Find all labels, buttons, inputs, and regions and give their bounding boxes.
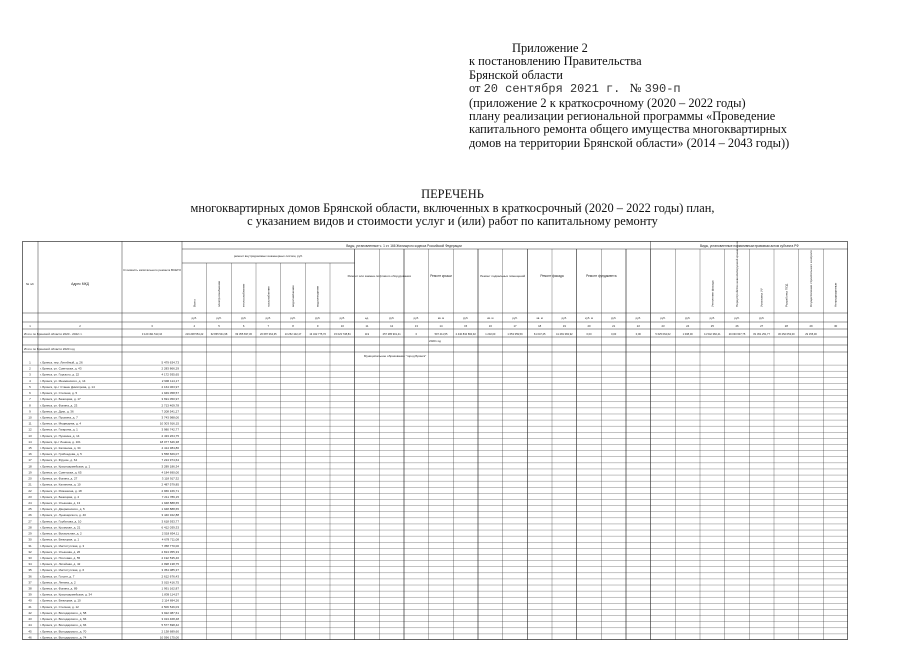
row-cost: 6 412 039,33 [161, 525, 179, 530]
subgroup-elevator: Ремонт или замена лифтового оборудования [347, 274, 411, 278]
row-cost: 18 077 646,38 [159, 439, 179, 444]
row-number: 15 [28, 446, 32, 451]
total-value: 5 625 064,62 [655, 333, 671, 336]
row-address: г. Брянск, ул. Пушкина, д. 14 [40, 433, 80, 438]
row-cost: 10 303 916,15 [159, 421, 179, 426]
title-subheading: с указанием видов и стоимости услуг и (или) работ по капитальному ремонту [247, 214, 658, 229]
unit-label: кв. м [536, 316, 543, 320]
row-cost: 7 208 541,27 [161, 409, 179, 414]
row-number: 41 [28, 604, 32, 609]
unit-label: руб. [758, 316, 765, 320]
row-address: г. Брянск, ул. Кромская, д. 21 [40, 525, 81, 530]
unit-label: кв. м [437, 316, 445, 320]
row-number: 7 [29, 397, 31, 402]
document-header [469, 42, 899, 150]
row-cost: 2 713 409,78 [161, 403, 179, 408]
row-number: 16 [28, 452, 32, 457]
row-address: г. Брянск, ул. Калинина, д. 10 [40, 482, 81, 487]
row-number: 28 [28, 525, 32, 530]
index-label: 10 [340, 324, 344, 328]
row-address: г. Брянск, ул. Володарского, д. 70 [40, 629, 87, 634]
col-number-header: № п/п [25, 282, 35, 286]
row-cost: 7 224 974,64 [161, 458, 179, 463]
row-cost: 3 013 468,48 [161, 617, 179, 622]
row-number: 29 [28, 531, 32, 536]
total-value: 11 542 360,41 [704, 333, 721, 336]
index-label: 25 [710, 324, 714, 328]
row-cost: 4 184 690,00 [161, 470, 179, 475]
number-value: 390-п [644, 82, 681, 97]
row-number: 11 [28, 421, 32, 426]
row-cost: 2 192 535,46 [161, 555, 179, 560]
header-line: Брянской области [469, 67, 563, 82]
row-address: г. Брянск, ул. Горбатова, д. 10 [40, 519, 82, 524]
document-title [0, 188, 905, 229]
unit-label: руб. [561, 316, 568, 320]
index-label: 22 [636, 324, 640, 328]
row-cost: 1 991 162,87 [161, 586, 179, 591]
row-address: г. Брянск, ул. Дзержинского, д. 5 [40, 507, 85, 512]
title-heading: ПЕРЕЧЕНЬ [421, 187, 484, 201]
row-cost: 1 949 058,57 [161, 391, 179, 396]
unit-label: руб. [684, 316, 691, 320]
unit-label: руб. [610, 316, 617, 320]
header-line: к постановлению Правительства [469, 54, 642, 69]
total-value: 29 030 607,75 [728, 333, 746, 336]
subgroup-engineering: ремонт внутридомовых инженерных систем, руб. [233, 254, 303, 258]
row-address: г. Брянск, ул. Калинина, д. 34 [40, 446, 81, 451]
row-number: 45 [28, 629, 32, 634]
row-cost: 2 518 854,11 [161, 531, 179, 536]
row-address: г. Брянск, ул. Медведева, д. 4 [40, 421, 82, 426]
subcolumn-header: Всего [192, 299, 197, 307]
unit-label: руб. [216, 316, 222, 320]
header-line: Приложение 2 [512, 41, 588, 55]
row-number: 30 [28, 537, 32, 542]
unit-label: руб. [734, 316, 740, 320]
municipality-label: Муниципальное образование "город Брянск" [363, 354, 427, 358]
total-value: 69 355 837,36 [235, 333, 252, 336]
row-number: 26 [28, 513, 32, 518]
right-column-header: Утепление фасада [710, 280, 715, 307]
row-number: 18 [28, 464, 32, 469]
total-value: 62 865 541,98 [210, 333, 228, 336]
index-label: 6 [242, 324, 245, 328]
repair-list-table [22, 241, 848, 640]
total-label: Итого по Брянской области 2020 - 2022 гг. [24, 332, 83, 336]
row-cost: 4 414 384,86 [161, 446, 179, 451]
row-cost: 10 596 175,00 [159, 635, 179, 640]
row-address: г. Брянск, ул. Фокина, д. 27 [40, 476, 78, 481]
total-value: 219 208 554,22 [185, 333, 204, 336]
row-address: г. Брянск, пр-т Ленина, д. 101 [40, 439, 81, 444]
total-value: 29 155,00 [805, 333, 817, 336]
row-address: г. Брянск, ул. Литейная, д. 42 [40, 562, 81, 567]
row-number: 46 [28, 635, 32, 640]
index-label: 16 [488, 324, 492, 328]
row-address: г. Брянск, ул. Бежицкая, д. 10 [40, 598, 81, 603]
unit-label: руб. [413, 316, 420, 320]
row-number: 10 [28, 415, 32, 420]
row-cost: 7 211 789,15 [161, 494, 179, 499]
index-label: 26 [735, 324, 739, 328]
unit-label: руб. [512, 316, 518, 320]
year-label: 2020 год [429, 339, 441, 343]
row-address: г. Брянск, ул. Горького, д. 22 [40, 372, 80, 377]
index-label: 4 [193, 324, 196, 328]
table-frame [23, 242, 848, 640]
date-value: 20 сентября 2021 г. [483, 82, 621, 97]
unit-label: руб. [191, 316, 198, 320]
right-column-header: Установка УУ [759, 288, 764, 307]
subgroup-foundation: Ремонт фундамента [586, 274, 617, 278]
right-column-header: Разработка ПСД [784, 283, 789, 307]
row-cost: 3 558 669,07 [161, 452, 179, 457]
unit-label: руб. [265, 316, 272, 320]
row-number: 32 [28, 549, 32, 554]
total-value: 13 432 775,76 [309, 333, 326, 336]
subgroup-facade: Ремонт фасада [540, 274, 564, 278]
row-number: 42 [28, 610, 32, 615]
row-cost: 2 283 866,29 [161, 366, 179, 371]
row-address: г. Брянск, ул. Институтская, д. 3 [40, 543, 85, 548]
row-cost: 4 678 711,08 [161, 537, 179, 542]
row-number: 44 [28, 623, 32, 628]
index-label: 14 [439, 324, 443, 328]
row-number: 6 [29, 391, 31, 396]
index-label: 11 [365, 324, 369, 328]
number-prefix: № [629, 81, 642, 96]
row-address: г. Брянск, ул. Советская, д. 65 [40, 470, 82, 475]
index-label: 21 [612, 324, 616, 328]
row-address: г. Брянск, ул. Бежицкая, д. 17 [40, 397, 81, 402]
index-label: 5 [218, 324, 220, 328]
index-label: 23 [661, 324, 665, 328]
row-cost: 2 996 114,17 [161, 378, 179, 383]
row-number: 19 [28, 470, 32, 475]
row-cost: 3 440 322,88 [161, 513, 179, 518]
row-address: г. Брянск, ул. Бежицкая, д. 1 [40, 537, 80, 542]
row-cost: 3 015 416,75 [161, 580, 179, 585]
header-date-line [469, 82, 899, 96]
index-label: 30 [834, 324, 838, 328]
total-value: 597 411,55 [434, 333, 448, 336]
row-address: г. Брянск, ул. Степная, д. 12 [40, 604, 79, 609]
row-address: г. Брянск, ул. Советская, д. 43 [40, 366, 82, 371]
row-address: г. Брянск, ул. Бежицкая, д. 4 [40, 494, 80, 499]
total-value: 41 281 382,92 [556, 333, 573, 336]
total-value: 119 [364, 333, 370, 336]
row-address: г. Брянск, ул. Володарского, д. 66 [40, 617, 87, 622]
row-address: г. Брянск, ул. Дуки, д. 36 [40, 409, 74, 414]
row-address: г. Брянск, пер. Литейный, д. 26 [40, 360, 83, 365]
index-label: 17 [513, 324, 517, 328]
row-cost: 4 172 935,65 [161, 372, 179, 377]
row-address: г. Брянск, ул. Менжинского, д. 14 [40, 378, 86, 383]
date-prefix: от [469, 81, 481, 96]
row-address: г. Брянск, ул. Институтская, д. 6 [40, 568, 85, 573]
unit-label: ед. [365, 316, 369, 320]
row-address: г. Брянск, ул. Ульянова, д. 26 [40, 549, 81, 554]
total-value: 15 023 738,84 [334, 333, 351, 336]
row-address: г. Брянск, ул. Гагарина, д. 1 [40, 427, 78, 432]
row-number: 31 [28, 543, 32, 548]
header-line: (приложение 2 к краткосрочному (2020 – 2022 годы) [469, 95, 746, 110]
row-cost: 3 354 085,37 [161, 568, 179, 573]
total-value: 1 653 359,59 [507, 333, 523, 336]
total-value: 30 252 053,00 [778, 333, 795, 336]
row-address: г. Брянск, ул. Володарского, д. 66 [40, 623, 87, 628]
row-address: г. Брянск, ул. Пушкина, д. 7 [40, 415, 78, 420]
row-address: г. Брянск, ул. Степная, д. 5 [40, 391, 78, 396]
row-cost: 7 358 770,00 [161, 543, 179, 548]
total-value: 0,00 [586, 333, 592, 336]
title-subheading: многоквартирных домов Брянской области, включенных в краткосрочный (2020 – 2022 годы) план, [190, 200, 715, 215]
total-value: 13 252 102,47 [284, 333, 302, 336]
row-cost: 2 506 546,03 [161, 604, 179, 609]
total-value: 1 008,00 [682, 333, 693, 336]
row-cost: 3 922 087,61 [161, 610, 179, 615]
row-address: г. Брянск, ул. Ленина, д. 2 [40, 580, 76, 585]
total-value: 20 687 364,35 [260, 333, 277, 336]
row-cost: 2 612 676,43 [161, 574, 179, 579]
row-cost: 5 577 698,42 [161, 623, 179, 628]
row-number: 33 [28, 555, 32, 560]
row-cost: 2 487 579,85 [161, 482, 179, 487]
row-cost: 3 980 742,77 [161, 427, 179, 432]
index-label: 12 [390, 324, 394, 328]
unit-label: руб. [660, 316, 666, 320]
index-label: 15 [464, 324, 468, 328]
subgroup-basement: Ремонт подвальных помещений [480, 274, 526, 278]
row-number: 22 [28, 488, 32, 493]
index-label: 8 [292, 324, 294, 328]
index-label: 7 [267, 324, 270, 328]
right-column-header: Переустройство невентилируемой крыши на вентилируемую [735, 241, 739, 307]
col-address-header: Адрес МКД [71, 282, 89, 286]
row-number: 9 [29, 409, 31, 414]
unit-label: руб. [709, 316, 716, 320]
row-address: г. Брянск, ул. Володарского, д. 58 [40, 610, 87, 615]
index-label: 3 [151, 324, 153, 328]
row-number: 21 [28, 482, 32, 487]
row-number: 2 [29, 366, 31, 371]
header-line: плану реализации региональной программы «Проведение [469, 109, 776, 124]
unit-label: руб. [240, 316, 247, 320]
row-number: 39 [28, 592, 32, 597]
row-address: г. Брянск, ул. Фокина, д. 89 [40, 586, 78, 591]
total-value: 0,00 [611, 333, 617, 336]
row-cost: 3 618 933,77 [161, 519, 179, 524]
index-label: 19 [562, 324, 566, 328]
row-number: 38 [28, 586, 32, 591]
row-cost: 2 164 063,97 [161, 384, 179, 389]
row-cost: 1 948 888,65 [161, 507, 179, 512]
unit-label: руб. [339, 316, 346, 320]
index-label: 18 [538, 324, 542, 328]
row-number: 17 [28, 458, 32, 463]
subcolumn-header: электроснабжение [217, 280, 221, 307]
row-cost: 3 118 917,32 [161, 476, 179, 481]
row-number: 23 [28, 494, 32, 499]
row-address: г. Брянск, ул. Луначарского, д. 40 [40, 513, 86, 518]
unit-label: руб. [388, 316, 395, 320]
total-value: 61 047,45 [533, 333, 546, 336]
index-label: 28 [784, 324, 788, 328]
row-address: г. Брянск, ул. Фокина, д. 23 [40, 403, 78, 408]
index-label: 24 [686, 324, 690, 328]
row-cost: 3 289 186,34 [161, 464, 179, 469]
row-number: 36 [28, 574, 32, 579]
row-number: 34 [28, 562, 32, 567]
row-number: 12 [28, 427, 32, 432]
col-cost-header: Стоимость капитального ремонта ВСЕГО [123, 268, 181, 272]
row-address: г. Брянск, ул. Грибоедова, д. 5 [40, 452, 82, 457]
row-number: 5 [29, 384, 31, 389]
group-header-right: Виды, установленные нормативным правовым актом субъекта РФ [699, 244, 799, 248]
index-label: 29 [809, 324, 813, 328]
row-cost: 2 966 166,71 [161, 488, 179, 493]
right-column-header: Осуществление строительного контроля [809, 250, 813, 307]
row-number: 8 [29, 403, 31, 408]
total-value: 3 129 491 513,16 [141, 333, 163, 336]
total-value: 0,00 [635, 333, 641, 336]
row-number: 13 [28, 433, 32, 438]
index-label: 2 [79, 324, 81, 328]
right-column-header: Непредвиденные [833, 282, 838, 307]
header-line: домов на территории Брянской области» (2014 – 2043 годы)) [469, 135, 790, 150]
row-cost: 1 839 114,57 [161, 592, 179, 597]
row-number: 20 [28, 476, 32, 481]
row-cost: 2 998 138,75 [161, 562, 179, 567]
row-number: 1 [29, 360, 31, 365]
row-address: г. Брянск, ул. Вокзальная, д. 2 [40, 531, 82, 536]
subgroup-roof: Ремонт крыши [430, 274, 452, 278]
total-value: 81 451 251,77 [753, 333, 770, 336]
unit-label: руб. [635, 316, 642, 320]
unit-label: куб. м [585, 316, 593, 320]
total-value: 2 440 834 890,92 [455, 333, 476, 336]
row-address: г. Брянск, ул. Фрунзе, д. 64 [40, 458, 78, 463]
header-line: капитального ремонта общего имущества многоквартирных [469, 122, 787, 137]
unit-label: руб. [462, 316, 469, 320]
row-number: 35 [28, 568, 32, 573]
row-address: г. Брянск, ул. Красноармейская, д. 1 [40, 464, 91, 469]
index-label: 20 [587, 324, 591, 328]
subcolumn-header: теплоснабжение [241, 283, 246, 307]
unit-label: руб. [290, 316, 296, 320]
row-number: 3 [29, 372, 31, 377]
total-value: 257 285 901,41 [382, 333, 401, 336]
row-cost: 2 138 689,60 [161, 629, 179, 634]
table-grid [22, 241, 848, 640]
row-number: 4 [29, 378, 31, 383]
row-number: 43 [28, 617, 32, 622]
row-number: 37 [28, 580, 32, 585]
subcolumn-header: газоснабжение [266, 286, 271, 307]
subcolumn-header: водоотведение [315, 285, 320, 307]
total-value: 1 202,00 [485, 333, 496, 336]
row-address: г. Брянск, ул. Почтовая, д. 55 [40, 555, 81, 560]
subcolumn-header: водоснабжение [291, 285, 295, 307]
row-cost: 2 813 055,33 [161, 549, 179, 554]
row-cost: 5 479 634,73 [161, 360, 179, 365]
total-value: 0 [415, 333, 418, 336]
index-label: 1 [29, 324, 31, 328]
year-total-label: Итого по Брянской области 2020 год [24, 347, 75, 351]
unit-label: кв. м [487, 316, 494, 320]
index-label: 13 [414, 324, 418, 328]
row-address: г. Брянск, ул. Ульянова, д. 13 [40, 501, 81, 506]
row-number: 24 [28, 501, 32, 506]
row-number: 27 [28, 519, 32, 524]
row-number: 14 [28, 439, 32, 444]
row-cost: 2 433 264,75 [161, 433, 179, 438]
index-label: 27 [760, 324, 764, 328]
row-number: 40 [28, 598, 32, 603]
row-cost: 2 114 694,26 [161, 598, 179, 603]
row-cost: 3 743 988,00 [161, 415, 179, 420]
row-cost: 3 691 050,97 [161, 397, 179, 402]
row-address: г. Брянск, пр-т Станке Димитрова, д. 14 [40, 384, 95, 389]
index-label: 9 [316, 324, 319, 328]
group-header: Виды, установленные ч. 1 ст. 166 Жилищного кодекса Российской Федерации [346, 244, 462, 248]
row-address: г. Брянск, ул. Гоголя, д. 7 [40, 574, 75, 579]
unit-label: руб. [314, 316, 321, 320]
row-cost: 1 948 888,65 [161, 501, 179, 506]
row-address: г. Брянск, ул. Володарского, д. 74 [40, 635, 87, 640]
row-address: г. Брянск, ул. Красноармейская, д. 34 [40, 592, 92, 597]
row-number: 25 [28, 507, 32, 512]
row-address: г. Брянск, ул. Ромашина, д. 18 [40, 488, 82, 493]
